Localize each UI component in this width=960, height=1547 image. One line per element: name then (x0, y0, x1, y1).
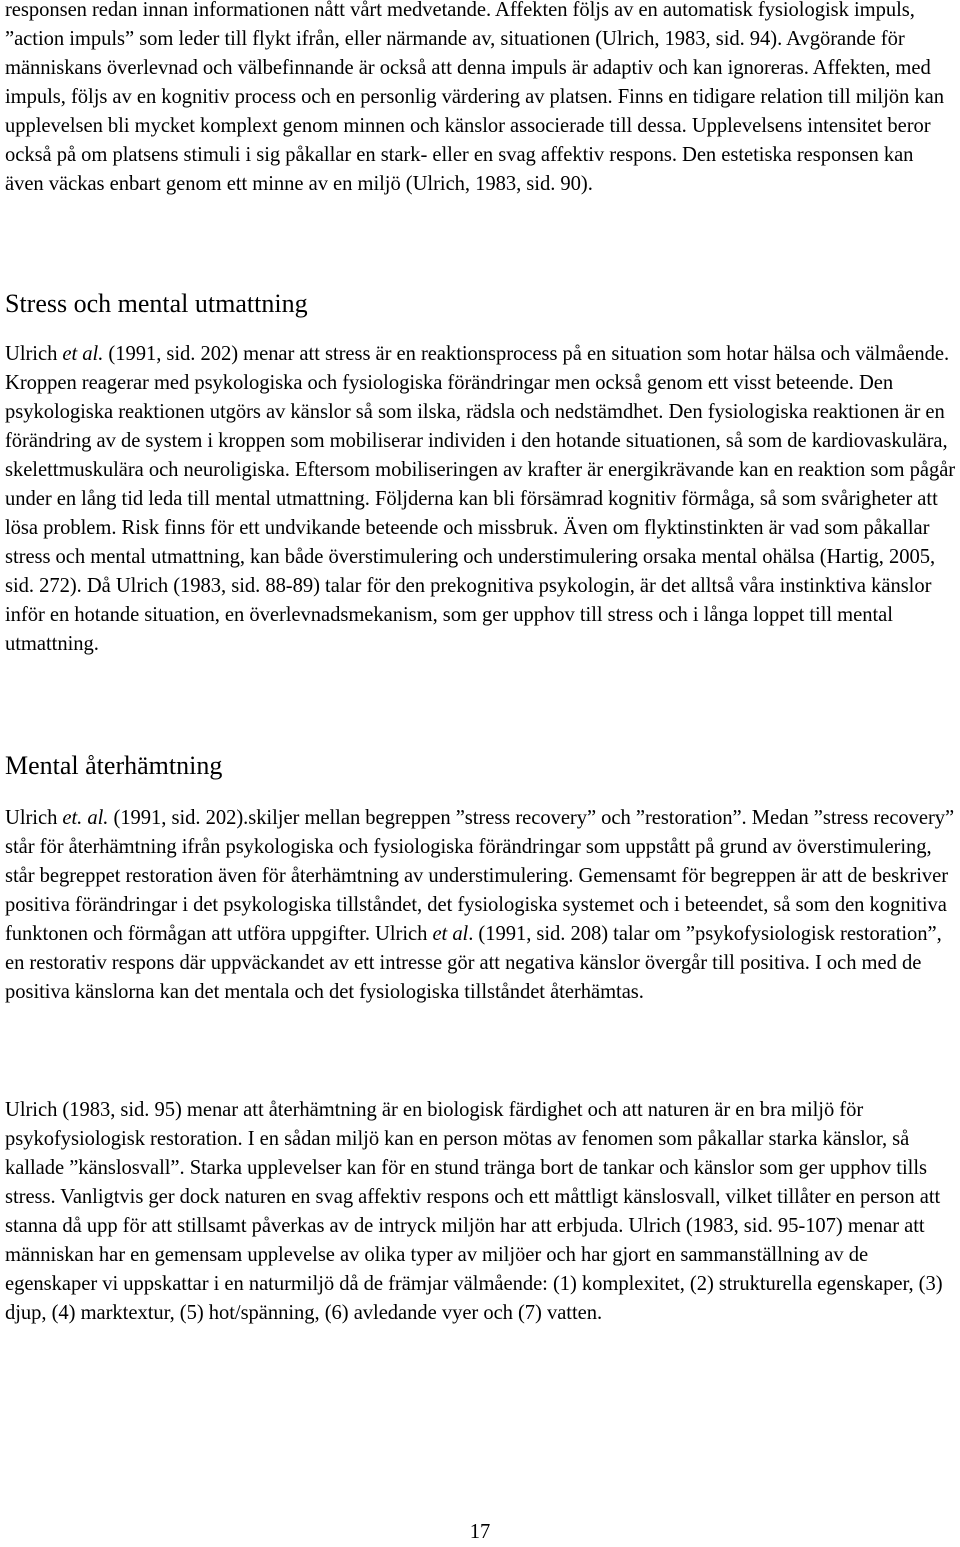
body-paragraph (5, 340, 957, 659)
section-heading: Stress och mental utmattning (5, 289, 308, 318)
body-paragraph (5, 804, 957, 1007)
citation-etal: et al. (62, 343, 104, 365)
body-paragraph: Ulrich (1983, sid. 95) menar att återhämtning är en biologisk färdighet och att naturen är en bra miljö för psykofysiologisk restoration. I en sådan miljö kan en person mötas av fenomen som påkallar starka känslor, så kallade ”känslosvall”. Starka upplevelser kan för en stund tränga bort de tankar och känslor som ger upphov tills stress. Vanligtvis ger dock naturen en svag affektiv respons och ett måttligt känslosvall, vilket tillåter en person att stanna då upp för att stillsamt påverkas av de intryck miljön har att erbjuda. Ulrich (1983, sid. 95-107) menar att människan har en gemensam upplevelse av olika typer av miljöer och har gjort en sammanställning av de egenskaper vi uppskattar i en naturmiljö då de främjar välmående: (1) komplexitet, (2) strukturella egenskaper, (3) djup, (4) marktextur, (5) hot/spänning, (6) avledande vyer och (7) vatten. (5, 1099, 943, 1324)
citation-author: Ulrich (5, 807, 63, 829)
paragraph-text: . (1991, sid. 208) talar om ”psykofysiologisk restoration”, en restorativ respons där uppväckandet av ett intresse gör att negativa känslor övergår till positiva. I och med de positiva känslorna kan det mentala och det fysiologiska tillståndet återhämtas. (5, 923, 942, 1003)
body-paragraph: responsen redan innan informationen nått vårt medvetande. Affekten följs av en automatisk fysiologisk impuls, ”action impuls” som leder till flykt ifrån, eller närmande av, situationen (Ulrich, 1983, sid. 94). Avgörande för människans överlevnad och välbefinnande är också att denna impuls är adaptiv och kan ignoreras. Affekten, med impuls, följs av en kognitiv process och en personlig värdering av platsen. Finns en tidigare relation till miljön kan upplevelsen bli mycket komplext genom minnen och känslor associerade till dessa. Upplevelsens intensitet beror också på om platsens stimuli i sig påkallar en stark- eller en svag affektiv respons. Den estetiska responsen kan även väckas enbart genom ett minne av en miljö (Ulrich, 1983, sid. 90). (5, 0, 944, 195)
section-heading: Mental återhämtning (5, 751, 223, 780)
page-number: 17 (469, 1521, 491, 1543)
citation-etal: et. al. (62, 807, 109, 829)
citation-author: Ulrich (5, 343, 63, 365)
paragraph-text: (1991, sid. 202) menar att stress är en reaktionsprocess på en situation som hotar hälsa och välmående. Kroppen reagerar med psykologiska och fysiologiska förändringar men också genom ett visst beteende. Den psykologiska reaktionen utgörs av känslor så som ilska, rädsla och nedstämdhet. Den fysiologiska reaktionen är en förändring av de system i kroppen som mobiliserar individen i den hotande situationen, så som de kardiovaskulära, skelettmuskulära och neuroligiska. Eftersom mobiliseringen av krafter är energikrävande kan en reaktion som pågår under en lång tid leda till mental utmattning. Följderna kan bli försämrad kognitiv förmåga, så som svårigheter att lösa problem. Risk finns för ett undvikande beteende och missbruk. Även om flyktinstinkten är vad som påkallar stress och mental utmattning, kan både överstimulering och understimulering orsaka mental ohälsa (Hartig, 2005, sid. 272). Då Ulrich (1983, sid. 88-89) talar för den prekognitiva psykologin, är det alltså våra instinktiva känslor inför en hotande situation, en överlevnadsmekanism, som ger upphov till stress och i långa loppet till mental utmattning. (5, 343, 956, 655)
citation-etal: et al (432, 923, 469, 945)
paragraph-text: (1991, sid. 202).skiljer mellan begreppen ”stress recovery” och ”restoration”. Medan ”stress recovery” står för återhämtning ifrån psykologiska och fysiologiska förändringar som uppstått på grund av överstimulering, står begreppet restoration även för återhämtning av understimulering. Gemensamt för begreppen är att de beskriver positiva förändringar i det psykologiska tillståndet, det fysiologiska systemet och i beteendet, så som den kognitiva funktonen och förmågan att utföra uppgifter. Ulrich (5, 807, 955, 945)
